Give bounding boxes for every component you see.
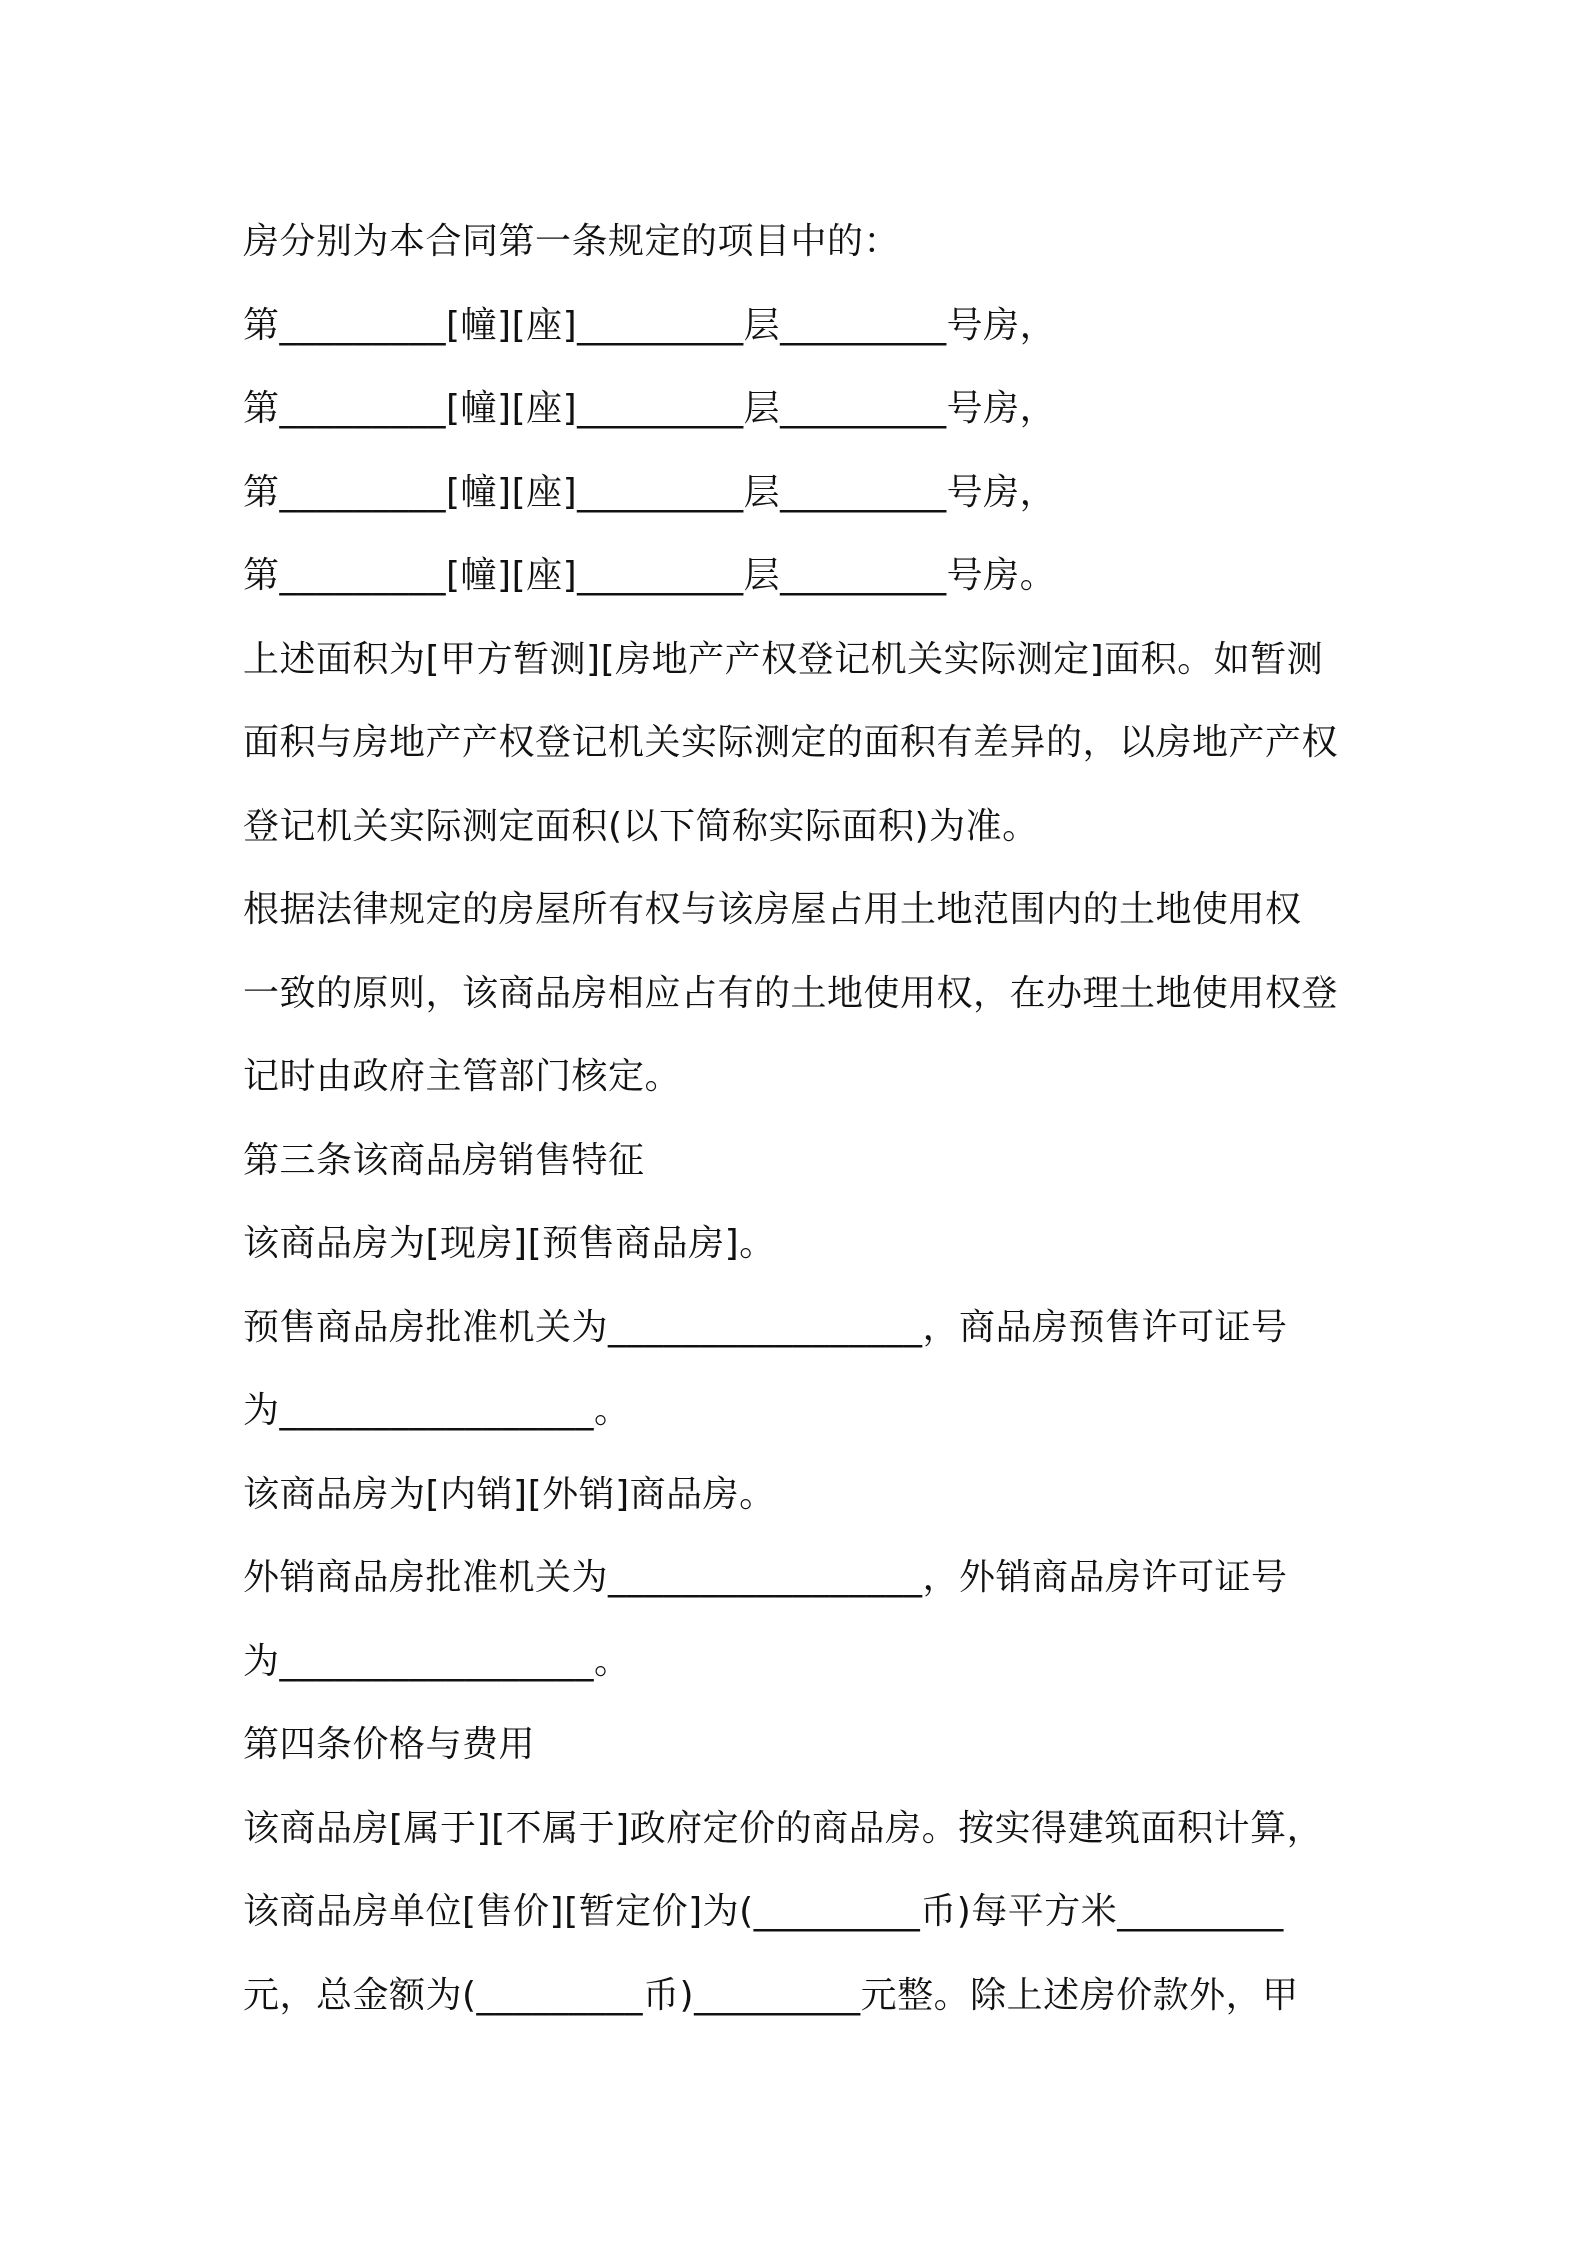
text-line: 该商品房为[现房][预售商品房]。 (243, 1223, 776, 1264)
text-line: 上述面积为[甲方暂测][房地产产权登记机关实际测定]面积。如暂测 (243, 638, 1324, 680)
text-line: 根据法律规定的房屋所有权与该房屋占用土地范围内的土地使用权 (243, 889, 1302, 930)
text-line: 第_________[幢][座]_________层_________号房。 (243, 555, 1057, 596)
text-line: 该商品房单位[售价][暂定价]为(_________币)每平方米_________ (243, 1891, 1284, 1932)
text-line: 一致的原则，该商品房相应占有的土地使用权，在办理土地使用权登 (243, 972, 1339, 1014)
text-line: 登记机关实际测定面积(以下简称实际面积)为准。 (243, 805, 1039, 847)
section-heading: 第四条价格与费用 (243, 1724, 536, 1765)
text-line: 为_________________。 (243, 1390, 631, 1431)
text-line: 第_________[幢][座]_________层_________号房， (243, 471, 1057, 513)
section-heading: 第三条该商品房销售特征 (243, 1139, 645, 1181)
text-line: 该商品房[属于][不属于]政府定价的商品房。按实得建筑面积计算， (243, 1807, 1324, 1849)
document-body (243, 200, 1363, 2037)
text-line: 为_________________。 (243, 1640, 631, 1682)
text-line: 外销商品房批准机关为_________________，外销商品房许可证号 (243, 1557, 1288, 1598)
text-line: 预售商品房批准机关为_________________，商品房预售许可证号 (243, 1306, 1288, 1348)
text-line: 房分别为本合同第一条规定的项目中的： (243, 221, 901, 262)
text-line: 该商品房为[内销][外销]商品房。 (243, 1473, 776, 1515)
text-line: 面积与房地产产权登记机关实际测定的面积有差异的，以房地产产权 (243, 722, 1339, 763)
text-line: 元，总金额为(_________币)_________元整。除上述房价款外，甲 (243, 1974, 1299, 2016)
text-line: 第_________[幢][座]_________层_________号房， (243, 304, 1057, 346)
text-line: 记时由政府主管部门核定。 (243, 1056, 682, 1097)
text-line: 第_________[幢][座]_________层_________号房， (243, 388, 1057, 429)
